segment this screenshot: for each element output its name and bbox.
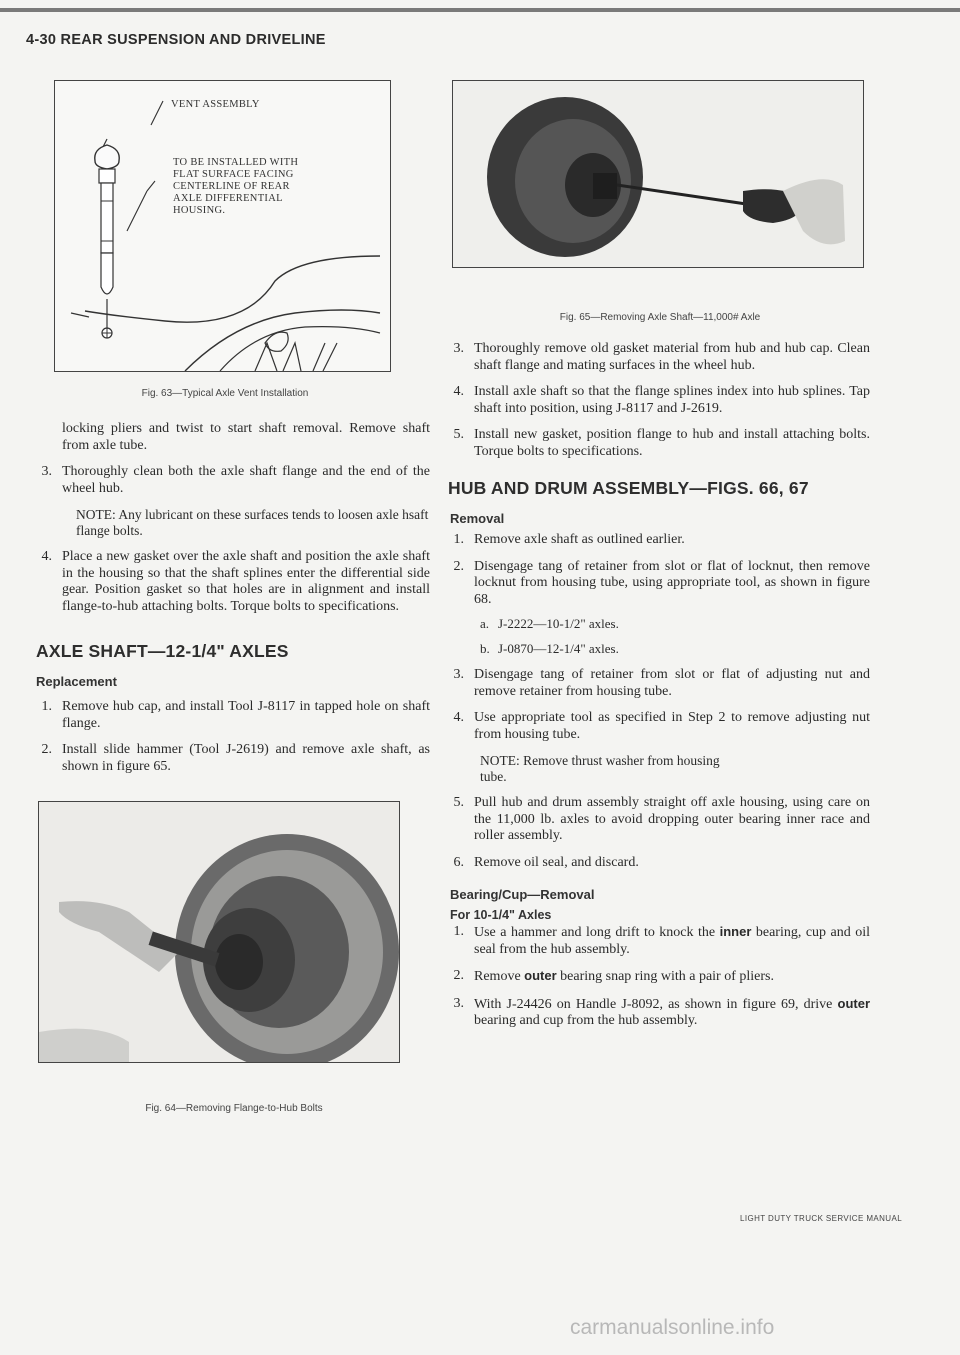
- install-note-line: CENTERLINE OF REAR: [173, 181, 290, 192]
- step-text: Use appropriate tool as specified in Step 2 to remove adjusting nut from housing tube.: [474, 710, 870, 742]
- watermark: carmanualsonline.info: [570, 1316, 775, 1339]
- step-text: Thoroughly clean both the axle shaft flange and the end of the wheel hub.: [62, 464, 430, 496]
- right-step-3: [450, 341, 870, 374]
- step-text: Install axle shaft so that the flange splines index into hub splines. Tap shaft into position, using J-8117 and J-2619.: [474, 384, 870, 416]
- figure-63-caption: Fig. 63—Typical Axle Vent Installation: [141, 388, 309, 399]
- right-step-5: [450, 427, 870, 460]
- page-header: 4-30 REAR SUSPENSION AND DRIVELINE: [26, 32, 326, 48]
- label-install-note: [173, 157, 298, 217]
- step-text-post: bearing, cup and oil seal from the hub assembly.: [474, 925, 870, 957]
- left-column: [36, 80, 430, 1114]
- step-number: 2.: [41, 742, 52, 757]
- step-text: Install new gasket, position flange to hub and install attaching bolts. Torque bolts to specifications.: [474, 427, 870, 459]
- step-text-pre: Use a hammer and long drift to knock the: [474, 925, 720, 940]
- install-note-line: AXLE DIFFERENTIAL: [173, 193, 283, 204]
- subsection-for-10-1-4-axles: For 10-1/4" Axles: [450, 908, 552, 922]
- note-thrust-washer: NOTE: Remove thrust washer from housing tube.: [480, 753, 720, 784]
- right-step-4: [450, 384, 870, 417]
- replacement-step-2: [38, 742, 430, 775]
- step-text: Install slide hammer (Tool J-2619) and remove axle shaft, as shown in figure 65.: [62, 742, 430, 774]
- install-note-line: TO BE INSTALLED WITH: [173, 157, 299, 168]
- step-text: Remove axle shaft as outlined earlier.: [474, 532, 685, 547]
- step-number: 1.: [41, 699, 52, 714]
- step-text: Remove oil seal, and discard.: [474, 854, 639, 870]
- section-title-hub-drum: HUB AND DRUM ASSEMBLY—FIGS. 66, 67: [448, 478, 809, 498]
- top-rule: [0, 8, 960, 12]
- step-number: 5.: [453, 795, 464, 810]
- step-text-post: bearing snap ring with a pair of pliers.: [556, 969, 774, 984]
- removal-step-5: [450, 795, 870, 845]
- figure-64: [38, 801, 400, 1063]
- step-text-pre: Remove: [474, 969, 525, 984]
- step-text-post: bearing and cup from the hub assembly.: [474, 1013, 698, 1028]
- bearing-step-3: [450, 996, 870, 1030]
- figure-63: [54, 80, 391, 372]
- step-number: 3.: [453, 995, 464, 1011]
- step-3: [38, 464, 430, 497]
- flange-bolts-photo: [39, 802, 399, 1062]
- figure-65-caption: Fig. 65—Removing Axle Shaft—11,000# Axle: [559, 312, 761, 323]
- step-number: 4.: [41, 549, 52, 564]
- bearing-step-2: [450, 968, 870, 986]
- removal-step-2a: [450, 616, 870, 633]
- figure-65: [452, 80, 864, 268]
- step-text: Thoroughly remove old gasket material from hub and hub cap. Clean shaft flange and mating surfaces in the wheel hub.: [474, 341, 870, 373]
- section-title-axle-shaft: AXLE SHAFT—12-1/4" AXLES: [36, 641, 289, 661]
- step-number: 1.: [453, 532, 464, 547]
- step-text: Disengage tang of retainer from slot or flat of adjusting nut and remove retainer from housing tube.: [474, 667, 870, 699]
- step-number: 6.: [453, 854, 464, 870]
- removal-step-6: [450, 855, 870, 872]
- subsection-removal: Removal: [450, 511, 505, 526]
- note-lubricant: NOTE: Any lubricant on these surfaces tends to loosen axle hsaft flange bolts.: [76, 507, 429, 538]
- step-number: 1.: [453, 924, 464, 939]
- step-number: 2.: [453, 558, 464, 574]
- step-text: Remove hub cap, and install Tool J-8117 in tapped hole on shaft flange.: [62, 699, 430, 731]
- axle-shaft-removal-photo: [453, 81, 863, 267]
- bearing-step-1: [450, 924, 870, 958]
- step-text-pre: With J-24426 on Handle J-8092, as shown in figure 69, drive: [474, 996, 838, 1012]
- step-text: Disengage tang of retainer from slot or flat of locknut, then remove locknut from housing tube, using appropriate tool, as shown in figure 68.: [474, 558, 870, 607]
- keyword-inner: inner: [719, 924, 752, 939]
- keyword-outer: outer: [524, 968, 557, 983]
- step-number: 2.: [453, 968, 464, 983]
- figure-64-caption: Fig. 64—Removing Flange-to-Hub Bolts: [145, 1103, 323, 1114]
- removal-step-2b: [450, 641, 870, 658]
- step-text: Pull hub and drum assembly straight off axle housing, using care on the 11,000 lb. axles to avoid dropping outer bearing inner race and roller assembly.: [474, 795, 870, 843]
- keyword-outer: outer: [837, 995, 870, 1011]
- step-number: 5.: [453, 427, 464, 442]
- step-text: Place a new gasket over the axle shaft and position the axle shaft in the housing so that the shaft splines enter the differential side gear. Position gasket so that holes are in alignment and install flange-to-hub attaching bolts. Torque bolts to specifications.: [62, 549, 430, 614]
- step-number: 4.: [453, 710, 464, 725]
- step-text: J-2222—10-1/2" axles.: [498, 616, 619, 631]
- step-number: 4.: [453, 384, 464, 399]
- removal-step-4: [450, 710, 870, 743]
- continuation-text: locking pliers and twist to start shaft removal. Remove shaft from axle tube.: [62, 421, 430, 453]
- step-4: [38, 549, 430, 615]
- subsection-replacement: Replacement: [36, 674, 117, 689]
- install-note-line: FLAT SURFACE FACING: [173, 169, 294, 180]
- axle-vent-drawing: [55, 81, 390, 371]
- right-column: [450, 80, 870, 1030]
- removal-step-2: [450, 559, 870, 609]
- install-note-line: HOUSING.: [173, 205, 226, 216]
- label-vent-assembly: VENT ASSEMBLY: [171, 99, 260, 110]
- removal-step-3: [450, 667, 870, 700]
- step-number: b.: [480, 640, 490, 656]
- step-number: 3.: [453, 341, 464, 356]
- step-number: a.: [480, 616, 490, 631]
- subsection-bearing-cup-removal: Bearing/Cup—Removal: [450, 887, 595, 902]
- removal-step-1: [450, 532, 870, 549]
- step-number: 3.: [41, 464, 52, 479]
- footer-manual-title: LIGHT DUTY TRUCK SERVICE MANUAL: [740, 1214, 903, 1223]
- step-number: 3.: [453, 667, 464, 682]
- step-text: J-0870—12-1/4" axles.: [498, 640, 619, 656]
- replacement-step-1: [38, 699, 430, 732]
